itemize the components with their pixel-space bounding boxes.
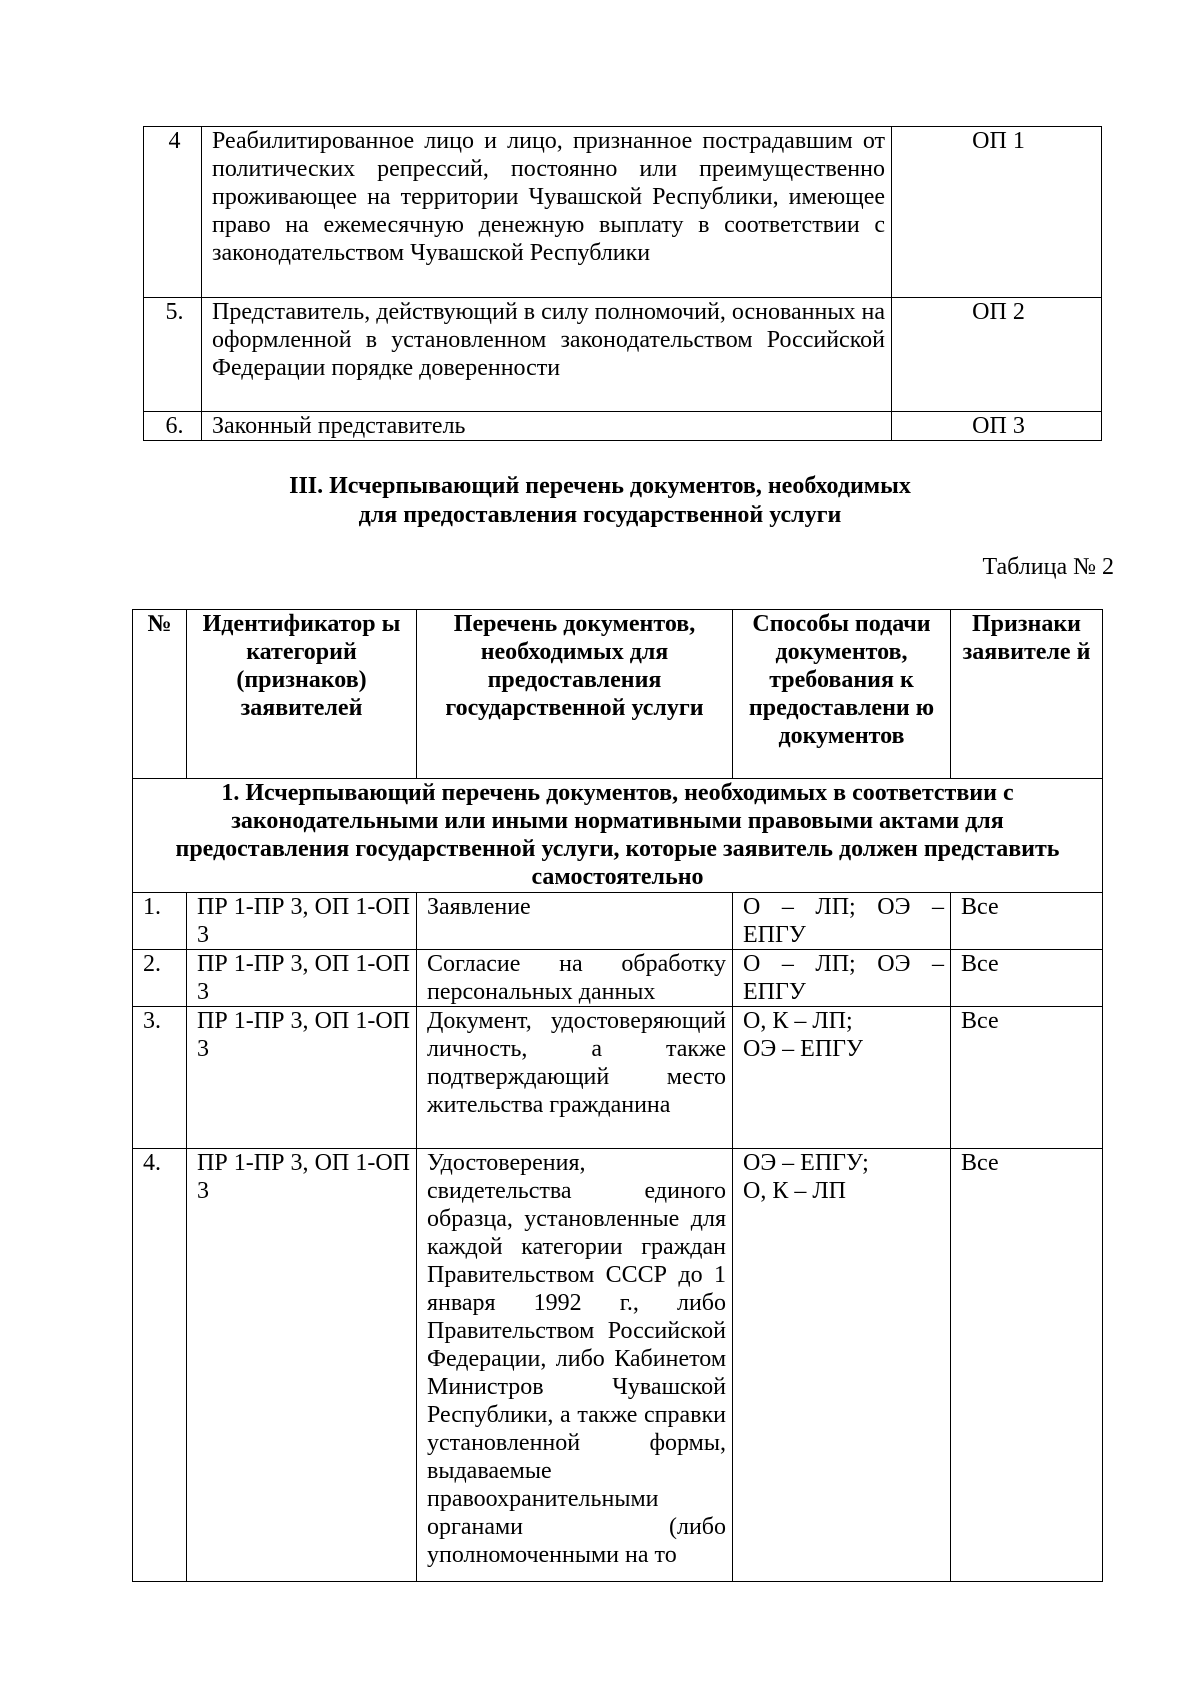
row-number: 5. (144, 298, 202, 412)
category-description: Законный представитель (202, 412, 892, 441)
category-code: ОП 3 (892, 412, 1102, 441)
category-code: ОП 1 (892, 127, 1102, 298)
row-document: Согласие на обработку персональных данных (417, 950, 733, 1007)
applicant-categories-table (143, 126, 1102, 441)
table-label: Таблица № 2 (982, 554, 1114, 580)
row-number: 6. (144, 412, 202, 441)
method-line: ОЭ – ЕПГУ; (743, 1150, 869, 1176)
method-line: О, К – ЛП; (743, 1008, 853, 1034)
header-attributes: Признаки заявителе й (951, 610, 1103, 779)
header-methods: Способы подачи документов, требования к предоставлени ю документов (733, 610, 951, 779)
table-row (144, 298, 1102, 412)
section-row (133, 779, 1103, 893)
category-description: Представитель, действующий в силу полномочий, основанных на оформленной в установленном законодательством Российской Федерации порядке доверенности (202, 298, 892, 412)
row-attribute: Все (951, 950, 1103, 1007)
row-method: О – ЛП; ОЭ – ЕПГУ (733, 893, 951, 950)
row-number: 4. (133, 1149, 187, 1582)
row-attribute: Все (951, 1007, 1103, 1149)
header-documents: Перечень документов, необходимых для предоставления государственной услуги (417, 610, 733, 779)
table-row (133, 893, 1103, 950)
category-description: Реабилитированное лицо и лицо, признанное пострадавшим от политических репрессий, постоянно или преимущественно проживающее на территории Чувашской Республики, имеющее право на ежемесячную денежную выплату в соответствии с законодательством Чувашской Республики (202, 127, 892, 298)
row-method (733, 1007, 951, 1149)
section-heading-line: для предоставления государственной услуги (358, 502, 842, 528)
table-row (133, 1007, 1103, 1149)
section-heading-line: III. Исчерпывающий перечень документов, необходимых (289, 473, 911, 499)
table-row (144, 127, 1102, 298)
row-number: 4 (144, 127, 202, 298)
method-line: О, К – ЛП (743, 1178, 846, 1204)
header-identifiers: Идентификатор ы категорий (признаков) заявителей (187, 610, 417, 779)
row-document: Документ, удостоверяющий личность, а также подтверждающий место жительства гражданина (417, 1007, 733, 1149)
row-document: Удостоверения, свидетельства единого образца, установленные для каждой категории граждан Правительством СССР до 1 января 1992 г., либо Правительством Российской Федерации, либо Кабинетом Министров Чувашской Республики, а также справки установленной формы, выдаваемые правоохранительными органами (либо уполномоченными на то (417, 1149, 733, 1582)
documents-table (132, 609, 1103, 1582)
header-number: № (133, 610, 187, 779)
row-identifiers: ПР 1-ПР 3, ОП 1-ОП 3 (187, 1007, 417, 1149)
table-header-row (133, 610, 1103, 779)
row-number: 2. (133, 950, 187, 1007)
row-document: Заявление (417, 893, 733, 950)
row-number: 3. (133, 1007, 187, 1149)
table-row (133, 1149, 1103, 1582)
row-attribute: Все (951, 1149, 1103, 1582)
section-row-text: 1. Исчерпывающий перечень документов, необходимых в соответствии с законодательными или иными нормативными правовыми актами для предоставления государственной услуги, которые заявитель должен представить самостоятельно (133, 779, 1103, 893)
table-row (144, 412, 1102, 441)
section-heading (0, 472, 1200, 530)
row-identifiers: ПР 1-ПР 3, ОП 1-ОП 3 (187, 893, 417, 950)
row-method: О – ЛП; ОЭ – ЕПГУ (733, 950, 951, 1007)
row-identifiers: ПР 1-ПР 3, ОП 1-ОП 3 (187, 1149, 417, 1582)
table-row (133, 950, 1103, 1007)
row-method (733, 1149, 951, 1582)
row-attribute: Все (951, 893, 1103, 950)
row-number: 1. (133, 893, 187, 950)
category-code: ОП 2 (892, 298, 1102, 412)
row-identifiers: ПР 1-ПР 3, ОП 1-ОП 3 (187, 950, 417, 1007)
method-line: ОЭ – ЕПГУ (743, 1036, 864, 1062)
